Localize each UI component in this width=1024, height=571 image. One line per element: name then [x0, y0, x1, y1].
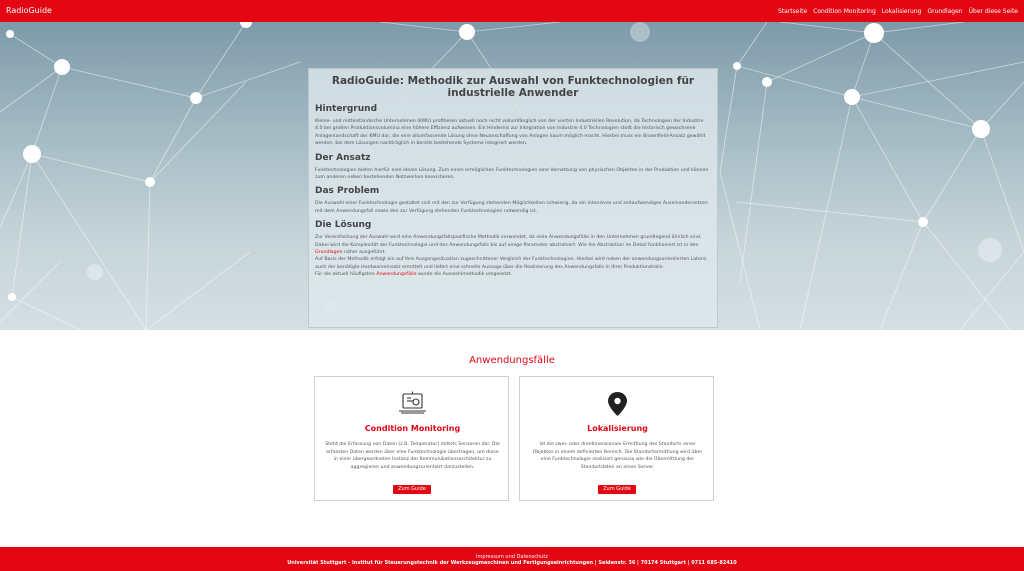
usecases-heading: Anwendungsfälle	[469, 355, 555, 366]
hero-background	[0, 22, 1024, 330]
loesung-text-part: Zur Vereinfachung der Auswahl wird eine Anwendungsfallspezifische Methodik verwendet, da viele Anwendungsfälle in den Unternehmen grundlegend ähnlich sind. Dabei wird die Komplexität der Funktechnologie und des Anwendungsfalls bis auf einige Parameter abstrahiert. Wie die Abstraktion im Detail funktioniert ist in den	[315, 235, 702, 248]
nav-link-condition-monitoring[interactable]: Condition Monitoring	[813, 7, 876, 15]
card-title: Condition Monitoring	[364, 424, 461, 433]
page-title: RadioGuide: Methodik zur Auswahl von Funktechnologien für industrielle Anwender	[331, 75, 695, 99]
section-text-ansatz: Funktechnologien bieten hierfür eine ideale Lösung. Zum einen ermöglichen Funktechnologien eine Vernetzung von physischen Objekten in der Produktion und können zum anderen neben bestehenden Netzwerken koexistieren.	[315, 167, 709, 181]
section-heading-ansatz: Der Ansatz	[315, 152, 371, 163]
brand-link[interactable]: RadioGuide	[6, 6, 52, 15]
nav-link-lokalisierung[interactable]: Lokalisierung	[881, 7, 922, 15]
anwendungsfaelle-link[interactable]: Anwendungsfälle	[376, 272, 417, 278]
section-text-hintergrund: Kleine- und mittelständische Unternehmen (KMU) profitieren aktuell noch nicht vollumfänglich von der vierten Industriellen Revolution, da Technologien der Industrie 4.0 bei großen Produktionsvolumina eine höhere Effizienz aufweisen. Ein Hindernis zur Integration von Industrie 4.0 Technologien stellt die historisch gewachsene Anlagenlandschaft der KMU dar, die eine allumfassende Lösung ohne Neuanschaffung von Anlagen kaum möglich macht. Hierbei muss ein Brownfield-Ansatz gewählt werden, bei dem Lösungen nachträglich in bereits bestehende Systeme integriert werden.	[315, 119, 706, 147]
loesung-text-part: Auf Basis der Methodik erfolgt ein auf Ihre Ausgangssituation zugeschnittener Vergleich der Funktechnologien. Hierbei wird neben der anwendungsorientierten Latenz auch der benötigte Hardwareeinsatz ermittelt und liefert eine schnelle Aussage über die Realisierung des Anwendungsfalls in Ihrer Produktionshalle.	[315, 257, 707, 270]
zum-guide-button[interactable]: Zum Guide	[393, 485, 431, 494]
usecase-card-lokalisierung	[519, 376, 714, 501]
grundlagen-link[interactable]: Grundlagen	[315, 250, 343, 256]
main-nav	[778, 0, 1018, 22]
location-pin-icon	[520, 391, 715, 417]
impressum-link[interactable]: Impressum und Datenschutz	[476, 554, 548, 560]
section-heading-loesung: Die Lösung	[315, 220, 372, 231]
card-description: Ist die zwei- oder dreidimensionale Ermittlung des Standorts eines Objektes in einem definierten Bereich. Die Standortermittlung wird über eine Funktechnologie realisiert genauso wie die Übermittlung der Standortdaten an einen Server.	[532, 442, 703, 470]
loesung-text-part: näher ausgeführt.	[342, 250, 387, 256]
footer-address: Universität Stuttgart - Institut für Steuerungstechnik der Werkzeugmaschinen und Fertigungseinrichtungen | Seidenstr. 36 | 70174 Stuttgart | 0711 685-82410	[287, 560, 737, 566]
section-text-problem: Die Auswahl einer Funktechnologie gestaltet sich mit den zur Verfügung stehenden Möglichkeiten schwierig, da ein intensives und zeitaufwendiges Auseinandersetzen mit dem Anwendungsfall sowie den zur Verfügung stehenden Funktechnologien notwendig ist.	[315, 201, 708, 214]
section-heading-hintergrund: Hintergrund	[315, 104, 378, 114]
loesung-text-part: Für die aktuell häufigsten	[315, 272, 377, 278]
monitoring-icon	[315, 391, 510, 417]
card-description: Steht die Erfassung von Daten (z.B. Temperatur) mittels Sensoren dar. Die erfassten Daten werden über eine Funktechnologie übertragen, um diese in einer übergeordneten Instanz der Kommunikationsarchitektur zu aggregieren und anwendungsorientiert darzustellen.	[325, 442, 500, 470]
zum-guide-button[interactable]: Zum Guide	[598, 485, 636, 494]
loesung-text-part: wurde die Auswahlmethodik umgesetzt.	[416, 272, 513, 278]
section-heading-problem: Das Problem	[315, 186, 380, 197]
nav-link-startseite[interactable]: Startseite	[777, 7, 808, 15]
nav-link-ueber-diese-seite[interactable]: Über diese Seite	[968, 7, 1018, 15]
intro-panel	[308, 68, 718, 328]
section-text-loesung	[315, 234, 711, 278]
nav-link-grundlagen[interactable]: Grundlagen	[927, 7, 963, 15]
card-title: Lokalisierung	[587, 424, 648, 433]
usecase-card-condition-monitoring	[314, 376, 509, 501]
footer	[0, 547, 1024, 571]
top-navbar	[0, 0, 1024, 22]
